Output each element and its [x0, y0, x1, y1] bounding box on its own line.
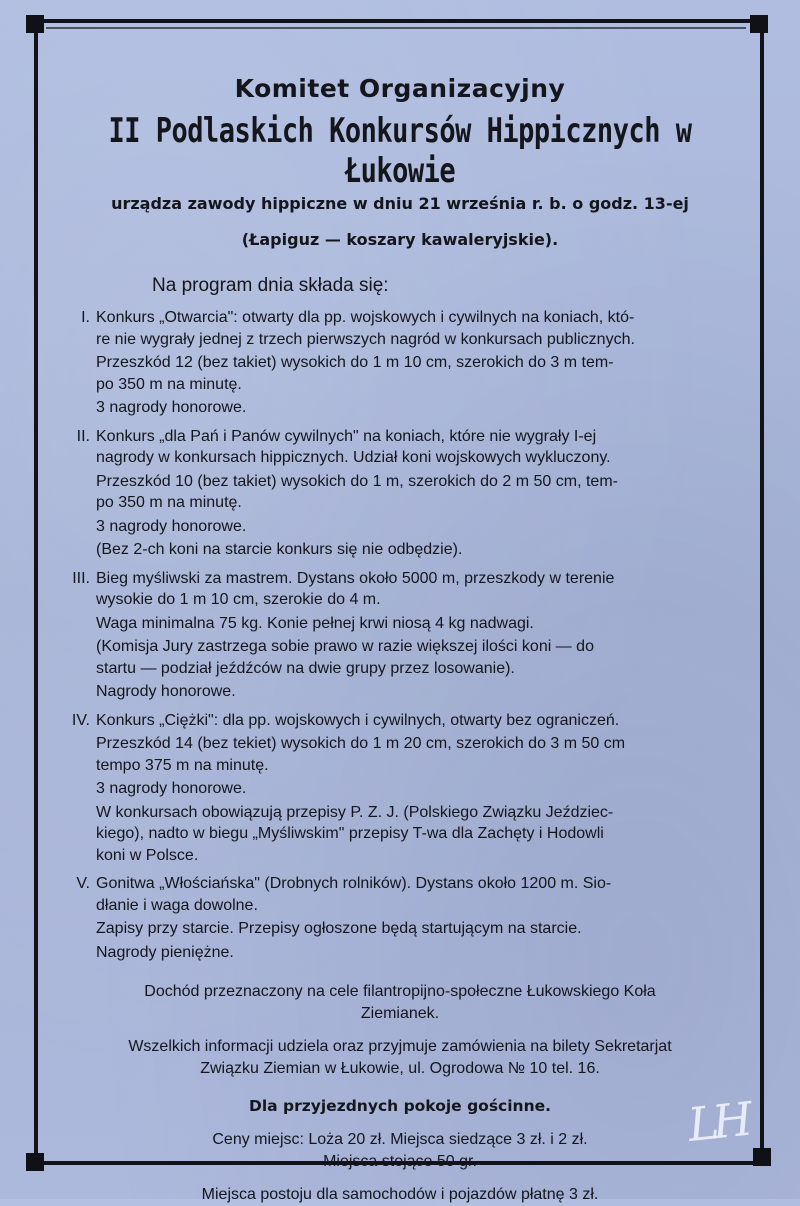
section-line: Konkurs „Ciężki": dla pp. wojskowych i cywilnych, otwarty bez ograniczeń.	[96, 711, 620, 729]
section-line: 3 nagrody honorowe.	[96, 517, 247, 535]
price-line: Miejsca stojące 50 gr.	[323, 1152, 477, 1170]
section-line: dłanie i waga dowolne.	[96, 896, 258, 914]
info-line: Związku Ziemian w Łukowie, ul. Ogrodowa № 10 tel. 16.	[200, 1059, 600, 1077]
section-line: Konkurs „dla Pań i Panów cywilnych" na koniach, które nie wygrały I-ej	[96, 427, 597, 445]
committee-title: Komitet Organizacyjny	[234, 74, 566, 103]
section-line: kiego), nadto w biegu „Myśliwskim" przepisy T-wa dla Zachęty i Hodowli	[96, 825, 604, 842]
section-line: koni w Polsce.	[96, 846, 199, 864]
section-line: Przeszkód 14 (bez tekiet) wysokich do 1 m 20 cm, szerokich do 3 m 50 cm	[96, 735, 626, 752]
section-line: (Bez 2-ch koni na starcie konkurs się nie odbędzie).	[96, 541, 463, 558]
program-section	[46, 710, 754, 867]
section-line: 3 nagrody honorowe.	[96, 399, 247, 416]
program-section	[46, 307, 754, 419]
watermark-logo: LH	[685, 1092, 750, 1152]
section-line: re nie wygrały jednej z trzech pierwszych nagród w konkursach publicznych.	[96, 330, 635, 348]
section-number: V.	[76, 875, 90, 892]
section-line: (Komisja Jury zastrzega sobie prawo w razie większej ilości koni — do	[96, 638, 594, 655]
program-section	[46, 873, 754, 963]
info-line: Wszelkich informacji udziela oraz przyjmuje zamówienia na bilety Sekretarjat	[128, 1038, 672, 1055]
section-line: 3 nagrody honorowe.	[96, 780, 247, 797]
section-number: IV.	[71, 711, 90, 729]
poster-content	[46, 60, 754, 1206]
section-line: nagrody w konkursach hippicznych. Udział koni wojskowych wykluczony.	[96, 449, 611, 466]
section-line: po 350 m na minutę.	[96, 494, 242, 511]
section-line: wysokie do 1 m 10 cm, szerokie do 4 m.	[96, 591, 381, 608]
border-inner-rule	[46, 27, 746, 29]
program-section	[46, 568, 754, 703]
program-intro: Na program dnia składa się:	[152, 275, 389, 296]
income-line: Ziemianek.	[360, 1004, 440, 1022]
section-line: Nagrody pieniężne.	[96, 943, 234, 961]
section-line: Konkurs „Otwarcia": otwarty dla pp. wojskowych i cywilnych na koniach, któ-	[96, 309, 635, 326]
section-line: Przeszkód 12 (bez takiet) wysokich do 1 m 10 cm, szerokich do 3 m tem-	[96, 354, 614, 371]
section-line: Waga minimalna 75 kg. Konie pełnej krwi niosą 4 kg nadwagi.	[96, 614, 534, 632]
section-line: Nagrody honorowe.	[96, 683, 236, 700]
corner-ornament-bottom-right	[753, 1148, 771, 1166]
section-line: po 350 m na minutę.	[96, 375, 242, 393]
info-notice	[46, 1036, 754, 1079]
event-title: II Podlaskich Konkursów Hippicznych w Łukowie	[108, 112, 692, 191]
section-line: tempo 375 m na minutę.	[96, 756, 269, 774]
corner-ornament-bottom-left	[26, 1153, 44, 1171]
section-line: startu — podział jeźdźców na dwie grupy przez losowanie).	[96, 659, 515, 677]
income-notice	[46, 981, 754, 1024]
event-date-line: urządza zawody hippiczne w dniu 21 września r. b. o godz. 13-ej	[111, 194, 689, 213]
ticket-prices	[46, 1129, 754, 1172]
corner-ornament-top-left	[26, 15, 44, 33]
section-number: III.	[72, 569, 90, 587]
section-line: Przeszkód 10 (bez takiet) wysokich do 1 m, szerokich do 2 m 50 cm, tem-	[96, 472, 618, 490]
income-line: Dochód przeznaczony na cele filantropijno-społeczne Łukowskiego Koła	[144, 983, 656, 1000]
price-line: Ceny miejsc: Loża 20 zł. Miejsca siedzące 3 zł. i 2 zł.	[212, 1131, 588, 1148]
section-line: Gonitwa „Włościańska" (Drobnych rolników). Dystans około 1200 m. Sio-	[96, 875, 612, 892]
corner-ornament-top-right	[750, 15, 768, 33]
section-number: I.	[81, 309, 90, 326]
section-line: Zapisy przy starcie. Przepisy ogłoszone będą startującym na starcie.	[96, 920, 582, 937]
parking-notice: Miejsca postoju dla samochodów i pojazdów płatnę 3 zł.	[201, 1186, 599, 1203]
program-section	[46, 426, 754, 561]
guest-rooms-notice: Dla przyjezdnych pokoje gościnne.	[248, 1097, 552, 1115]
program-sections	[46, 307, 754, 963]
event-location: (Łapiguz — koszary kawaleryjskie).	[241, 230, 559, 249]
section-line: W konkursach obowiązują przepisy P. Z. J. (Polskiego Związku Jeździec-	[96, 803, 614, 821]
section-number: II.	[76, 427, 90, 445]
section-line: Bieg myśliwski za mastrem. Dystans około 5000 m, przeszkody w terenie	[96, 569, 615, 587]
